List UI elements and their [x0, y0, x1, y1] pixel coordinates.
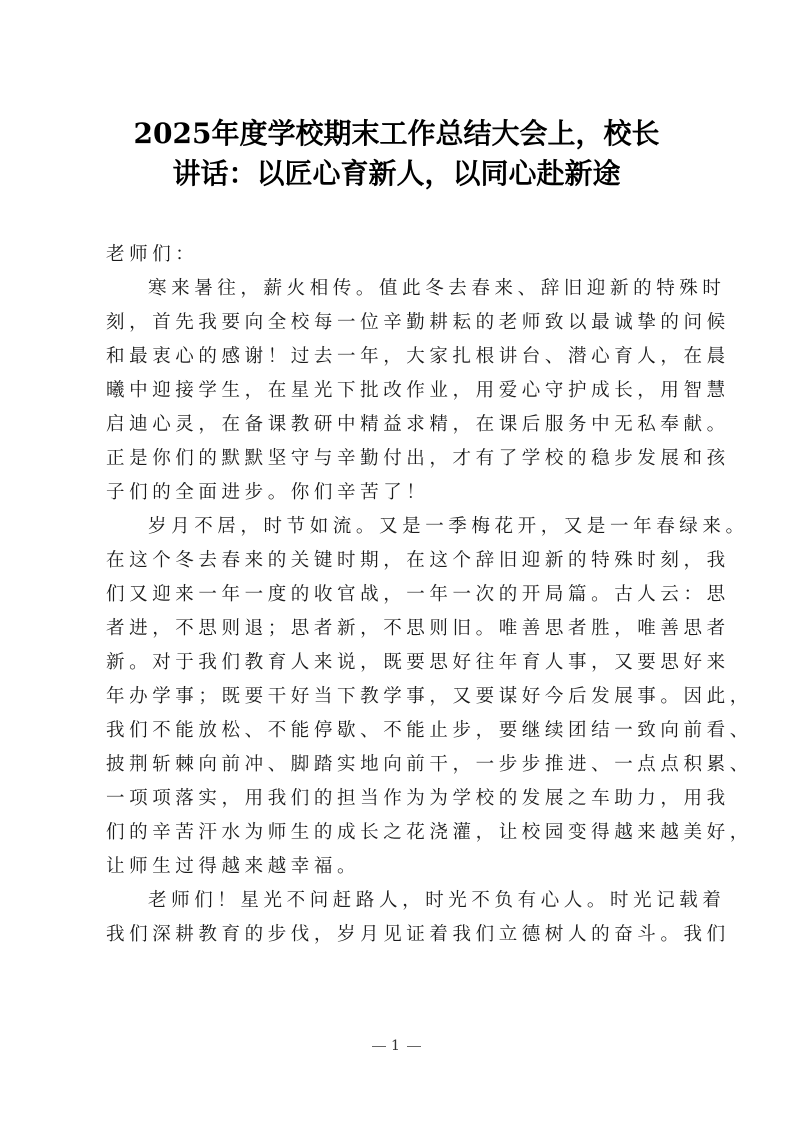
page-number-footer [0, 1038, 793, 1054]
title-line-1: 2025年度学校期末工作总结大会上，校长 [133, 117, 660, 150]
salutation: 老师们： [106, 244, 199, 265]
paragraph-3 [106, 884, 730, 952]
paragraph-line: 启迪心灵，在备课教研中精益求精，在课后服务中无私奉献。 [106, 414, 730, 435]
paragraph-line: 寒来暑往，薪火相传。值此冬去春来、辞旧迎新的特殊时 [148, 278, 726, 299]
paragraph-line: 新。对于我们教育人来说，既要思好往年育人事，又要思好来 [106, 652, 730, 673]
paragraph-line: 们又迎来一年一度的收官战，一年一次的开局篇。古人云：思 [106, 584, 730, 605]
paragraph-line: 披荆斩棘向前冲、脚踏实地向前干，一步步推进、一点点积累、 [106, 754, 753, 775]
dash-left [372, 1046, 386, 1047]
dash-right [407, 1046, 421, 1047]
paragraph-line: 们的辛苦汗水为师生的成长之花浇灌，让校园变得越来越美好， [106, 822, 753, 843]
paragraph-2 [106, 510, 753, 884]
paragraph-line: 者进，不思则退；思者新，不思则旧。唯善思者胜，唯善思者 [106, 618, 730, 639]
title-line-2: 讲话：以匠心育新人，以同心赴新途 [172, 157, 621, 190]
paragraph-line: 子们的全面进步。你们辛苦了！ [106, 482, 430, 503]
paragraph-line: 一项项落实，用我们的担当作为为学校的发展之车助力，用我 [106, 788, 730, 809]
paragraph-line: 老师们！星光不问赶路人，时光不负有心人。时光记载着 [148, 890, 726, 911]
paragraph-line: 正是你们的默默坚守与辛勤付出，才有了学校的稳步发展和孩 [106, 448, 730, 469]
paragraph-line: 我们不能放松、不能停歇、不能止步，要继续团结一致向前看、 [106, 720, 753, 741]
paragraph-line: 和最衷心的感谢！过去一年，大家扎根讲台、潜心育人，在晨 [106, 346, 730, 367]
paragraph-line: 刻，首先我要向全校每一位辛勤耕耘的老师致以最诚挚的问候 [106, 312, 730, 333]
paragraph-1 [106, 272, 730, 510]
document-title [96, 114, 697, 194]
paragraph-line: 岁月不居，时节如流。又是一季梅花开，又是一年春绿来。 [148, 516, 749, 537]
paragraph-line: 曦中迎接学生，在星光下批改作业，用爱心守护成长，用智慧 [106, 380, 730, 401]
paragraph-line: 让师生过得越来越幸福。 [106, 856, 361, 877]
paragraph-line: 在这个冬去春来的关键时期，在这个辞旧迎新的特殊时刻，我 [106, 550, 730, 571]
paragraph-line: 我们深耕教育的步伐，岁月见证着我们立德树人的奋斗。我们 [106, 924, 730, 945]
page-number: 1 [391, 1038, 402, 1054]
document-body [106, 238, 753, 952]
paragraph-line: 年办学事；既要干好当下教学事，又要谋好今后发展事。因此， [106, 686, 753, 707]
